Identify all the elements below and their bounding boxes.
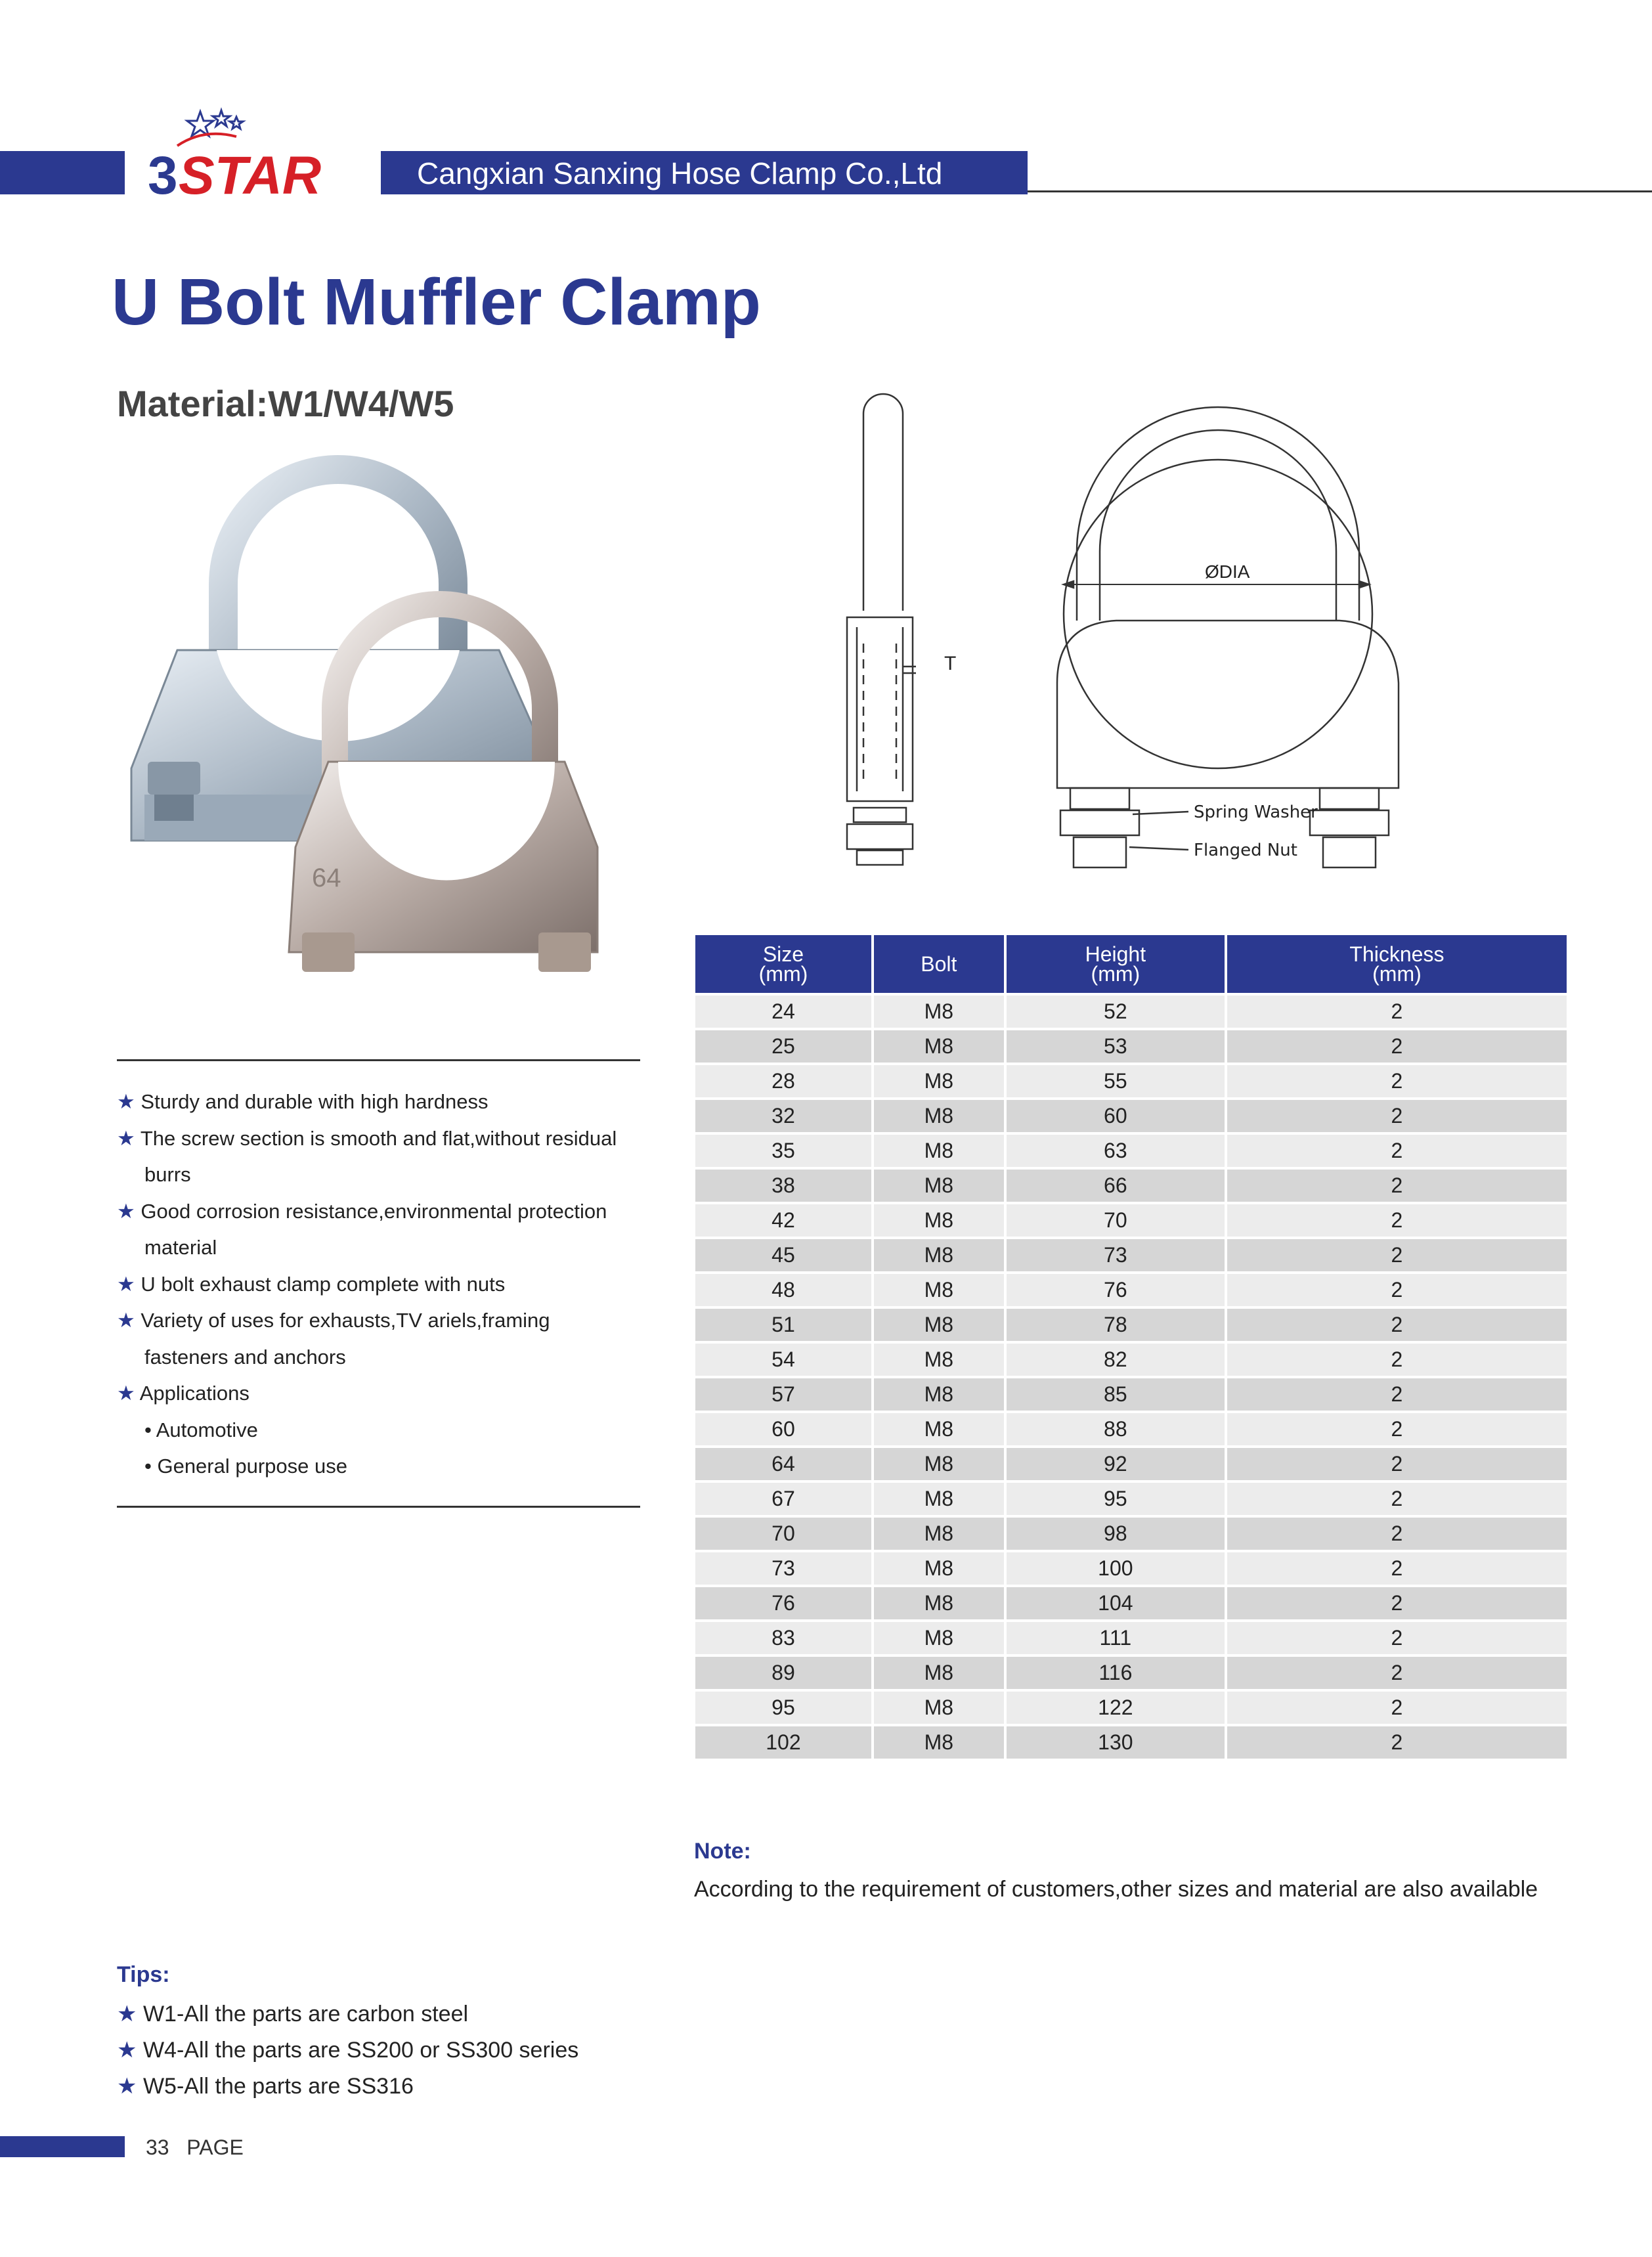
cell-thickness: 2 xyxy=(1227,1726,1567,1759)
header-thickness: Thickness (mm) xyxy=(1227,935,1567,993)
cell-height: 85 xyxy=(1007,1378,1225,1411)
cell-height: 104 xyxy=(1007,1587,1225,1619)
table-row xyxy=(695,1170,1567,1202)
feature-text: burrs xyxy=(144,1163,191,1186)
cell-thickness: 2 xyxy=(1227,1692,1567,1724)
star-icon: ★ xyxy=(117,1126,135,1150)
cell-size: 54 xyxy=(695,1344,871,1376)
cell-thickness: 2 xyxy=(1227,1378,1567,1411)
feature-text: material xyxy=(144,1236,217,1259)
logo-star-icon xyxy=(187,112,213,136)
table-row xyxy=(695,1657,1567,1689)
feature-text: fasteners and anchors xyxy=(144,1345,346,1369)
cell-bolt: M8 xyxy=(874,1065,1004,1097)
tip-text: W1-All the parts are carbon steel xyxy=(142,2002,469,2027)
table-row xyxy=(695,1587,1567,1619)
tip-text: W5-All the parts are SS316 xyxy=(142,2074,414,2099)
cell-bolt: M8 xyxy=(874,1204,1004,1237)
star-icon: ★ xyxy=(117,1272,135,1296)
cell-size: 32 xyxy=(695,1100,871,1132)
cell-size: 95 xyxy=(695,1692,871,1724)
cell-height: 98 xyxy=(1007,1518,1225,1550)
tip-text: W4-All the parts are SS200 or SS300 series xyxy=(142,2038,579,2063)
feature-text: Variety of uses for exhausts,TV ariels,framing xyxy=(141,1309,550,1332)
cell-thickness: 2 xyxy=(1227,1518,1567,1550)
cell-height: 52 xyxy=(1007,996,1225,1028)
cell-bolt: M8 xyxy=(874,1587,1004,1619)
cell-size: 67 xyxy=(695,1483,871,1515)
cell-height: 88 xyxy=(1007,1413,1225,1445)
cell-bolt: M8 xyxy=(874,1100,1004,1132)
cell-height: 82 xyxy=(1007,1344,1225,1376)
cell-height: 63 xyxy=(1007,1135,1225,1167)
feature-list xyxy=(117,1084,655,1485)
tip-item xyxy=(117,1996,578,2032)
cell-size: 89 xyxy=(695,1657,871,1689)
feature-item xyxy=(117,1375,655,1412)
table-row xyxy=(695,1483,1567,1515)
table-row xyxy=(695,1692,1567,1724)
cell-height: 76 xyxy=(1007,1274,1225,1306)
table-row xyxy=(695,1309,1567,1341)
table-row xyxy=(695,1204,1567,1237)
cell-thickness: 2 xyxy=(1227,1448,1567,1480)
cell-height: 100 xyxy=(1007,1552,1225,1585)
cell-height: 78 xyxy=(1007,1309,1225,1341)
cell-thickness: 2 xyxy=(1227,1170,1567,1202)
cell-size: 45 xyxy=(695,1239,871,1271)
header-rule xyxy=(1028,190,1652,192)
star-icon: ★ xyxy=(117,1309,135,1332)
cell-bolt: M8 xyxy=(874,996,1004,1028)
brand-logo xyxy=(138,105,361,200)
feature-item xyxy=(117,1266,655,1303)
cell-height: 55 xyxy=(1007,1065,1225,1097)
header-size: Size (mm) xyxy=(695,935,871,993)
svg-text:3: 3 xyxy=(148,146,178,200)
header-height: Height (mm) xyxy=(1007,935,1225,993)
page-title: U Bolt Muffler Clamp xyxy=(112,265,761,339)
cell-height: 60 xyxy=(1007,1100,1225,1132)
tip-item xyxy=(117,2032,578,2069)
dia-label: ØDIA xyxy=(1205,561,1250,582)
feature-item xyxy=(117,1302,655,1339)
feature-text: U bolt exhaust clamp complete with nuts xyxy=(141,1272,506,1296)
cell-height: 92 xyxy=(1007,1448,1225,1480)
cell-size: 35 xyxy=(695,1135,871,1167)
logo-star-icon xyxy=(213,110,230,126)
cell-height: 111 xyxy=(1007,1622,1225,1654)
table-row xyxy=(695,1344,1567,1376)
spring-washer-label: Spring Washer xyxy=(1194,802,1318,822)
page-footer xyxy=(146,2136,244,2160)
cell-thickness: 2 xyxy=(1227,1413,1567,1445)
material-subtitle: Material:W1/W4/W5 xyxy=(117,383,454,424)
cell-bolt: M8 xyxy=(874,1657,1004,1689)
table-row xyxy=(695,1552,1567,1585)
cell-height: 130 xyxy=(1007,1726,1225,1759)
cell-size: 76 xyxy=(695,1587,871,1619)
feature-text: The screw section is smooth and flat,without residual xyxy=(140,1126,617,1150)
feature-item xyxy=(117,1156,655,1193)
feature-text: Sturdy and durable with high hardness xyxy=(141,1090,489,1113)
cell-thickness: 2 xyxy=(1227,1309,1567,1341)
feature-text: • Automotive xyxy=(144,1418,258,1441)
table-row xyxy=(695,1518,1567,1550)
star-icon: ★ xyxy=(117,1199,135,1223)
feature-text: Applications xyxy=(139,1382,250,1405)
cell-size: 28 xyxy=(695,1065,871,1097)
cell-size: 70 xyxy=(695,1518,871,1550)
cell-size: 42 xyxy=(695,1204,871,1237)
front-view-drawing xyxy=(1044,394,1543,880)
header-accent-bar xyxy=(0,151,125,194)
cell-thickness: 2 xyxy=(1227,1483,1567,1515)
spec-table xyxy=(693,932,1569,1761)
feature-item xyxy=(117,1229,655,1266)
cell-size: 83 xyxy=(695,1622,871,1654)
svg-text:STAR: STAR xyxy=(179,146,322,200)
cell-thickness: 2 xyxy=(1227,1204,1567,1237)
cell-height: 73 xyxy=(1007,1239,1225,1271)
cell-bolt: M8 xyxy=(874,1030,1004,1063)
cell-height: 116 xyxy=(1007,1657,1225,1689)
table-row xyxy=(695,1378,1567,1411)
tips-list xyxy=(117,1996,578,2105)
cell-size: 51 xyxy=(695,1309,871,1341)
company-name: Cangxian Sanxing Hose Clamp Co.,Ltd xyxy=(417,156,943,190)
cell-size: 24 xyxy=(695,996,871,1028)
table-row xyxy=(695,1726,1567,1759)
feature-item xyxy=(117,1084,655,1120)
cell-thickness: 2 xyxy=(1227,1622,1567,1654)
cell-bolt: M8 xyxy=(874,1692,1004,1724)
table-row xyxy=(695,1239,1567,1271)
table-row xyxy=(695,1274,1567,1306)
feature-item xyxy=(117,1412,655,1449)
star-icon: ★ xyxy=(117,1090,135,1113)
feature-item xyxy=(117,1120,655,1157)
cell-bolt: M8 xyxy=(874,1622,1004,1654)
cell-thickness: 2 xyxy=(1227,1552,1567,1585)
cell-bolt: M8 xyxy=(874,1378,1004,1411)
feature-item xyxy=(117,1193,655,1230)
cell-size: 73 xyxy=(695,1552,871,1585)
table-row xyxy=(695,1448,1567,1480)
tip-item xyxy=(117,2069,578,2105)
cell-thickness: 2 xyxy=(1227,1100,1567,1132)
cell-height: 95 xyxy=(1007,1483,1225,1515)
feature-text: Good corrosion resistance,environmental protection xyxy=(141,1199,607,1223)
page-label: PAGE xyxy=(186,2136,244,2159)
cell-height: 66 xyxy=(1007,1170,1225,1202)
cell-bolt: M8 xyxy=(874,1170,1004,1202)
flanged-nut-label: Flanged Nut xyxy=(1194,841,1297,860)
cell-thickness: 2 xyxy=(1227,1135,1567,1167)
note-label: Note: xyxy=(694,1839,751,1864)
cell-bolt: M8 xyxy=(874,1309,1004,1341)
cell-bolt: M8 xyxy=(874,1483,1004,1515)
star-icon: ★ xyxy=(117,2038,137,2063)
feature-item xyxy=(117,1448,655,1485)
product-photo xyxy=(118,453,657,1005)
star-icon: ★ xyxy=(117,2074,137,2099)
cell-thickness: 2 xyxy=(1227,1239,1567,1271)
cell-size: 25 xyxy=(695,1030,871,1063)
table-row xyxy=(695,1065,1567,1097)
table-row xyxy=(695,1100,1567,1132)
star-icon: ★ xyxy=(117,2002,137,2027)
cell-bolt: M8 xyxy=(874,1448,1004,1480)
cell-height: 70 xyxy=(1007,1204,1225,1237)
cell-bolt: M8 xyxy=(874,1274,1004,1306)
page-number: 33 xyxy=(146,2136,169,2159)
cell-bolt: M8 xyxy=(874,1413,1004,1445)
tips-label: Tips: xyxy=(117,1962,170,1987)
cell-bolt: M8 xyxy=(874,1239,1004,1271)
cell-bolt: M8 xyxy=(874,1726,1004,1759)
cell-size: 60 xyxy=(695,1413,871,1445)
cell-thickness: 2 xyxy=(1227,1657,1567,1689)
cell-size: 102 xyxy=(695,1726,871,1759)
cell-thickness: 2 xyxy=(1227,1065,1567,1097)
cell-thickness: 2 xyxy=(1227,996,1567,1028)
header-bolt: Bolt xyxy=(874,935,1004,993)
cell-thickness: 2 xyxy=(1227,1587,1567,1619)
table-row xyxy=(695,996,1567,1028)
cell-thickness: 2 xyxy=(1227,1344,1567,1376)
star-icon: ★ xyxy=(117,1382,135,1405)
cell-thickness: 2 xyxy=(1227,1030,1567,1063)
features-bottom-rule xyxy=(117,1506,640,1508)
cell-bolt: M8 xyxy=(874,1135,1004,1167)
table-row xyxy=(695,1030,1567,1063)
thickness-label: T xyxy=(944,653,957,674)
cell-height: 53 xyxy=(1007,1030,1225,1063)
feature-text: • General purpose use xyxy=(144,1455,347,1478)
size-stamp: 64 xyxy=(312,864,341,892)
table-row xyxy=(695,1413,1567,1445)
cell-size: 64 xyxy=(695,1448,871,1480)
table-header-row xyxy=(695,935,1567,993)
cell-bolt: M8 xyxy=(874,1552,1004,1585)
cell-thickness: 2 xyxy=(1227,1274,1567,1306)
side-view-drawing xyxy=(834,387,991,873)
cell-size: 57 xyxy=(695,1378,871,1411)
note-text: According to the requirement of customers,other sizes and material are also available xyxy=(694,1877,1538,1902)
cell-height: 122 xyxy=(1007,1692,1225,1724)
cell-size: 38 xyxy=(695,1170,871,1202)
table-row xyxy=(695,1622,1567,1654)
cell-bolt: M8 xyxy=(874,1344,1004,1376)
feature-item xyxy=(117,1339,655,1376)
table-row xyxy=(695,1135,1567,1167)
logo-star-icon xyxy=(230,117,243,129)
cell-bolt: M8 xyxy=(874,1518,1004,1550)
cell-size: 48 xyxy=(695,1274,871,1306)
features-top-rule xyxy=(117,1059,640,1061)
footer-accent-bar xyxy=(0,2136,125,2157)
